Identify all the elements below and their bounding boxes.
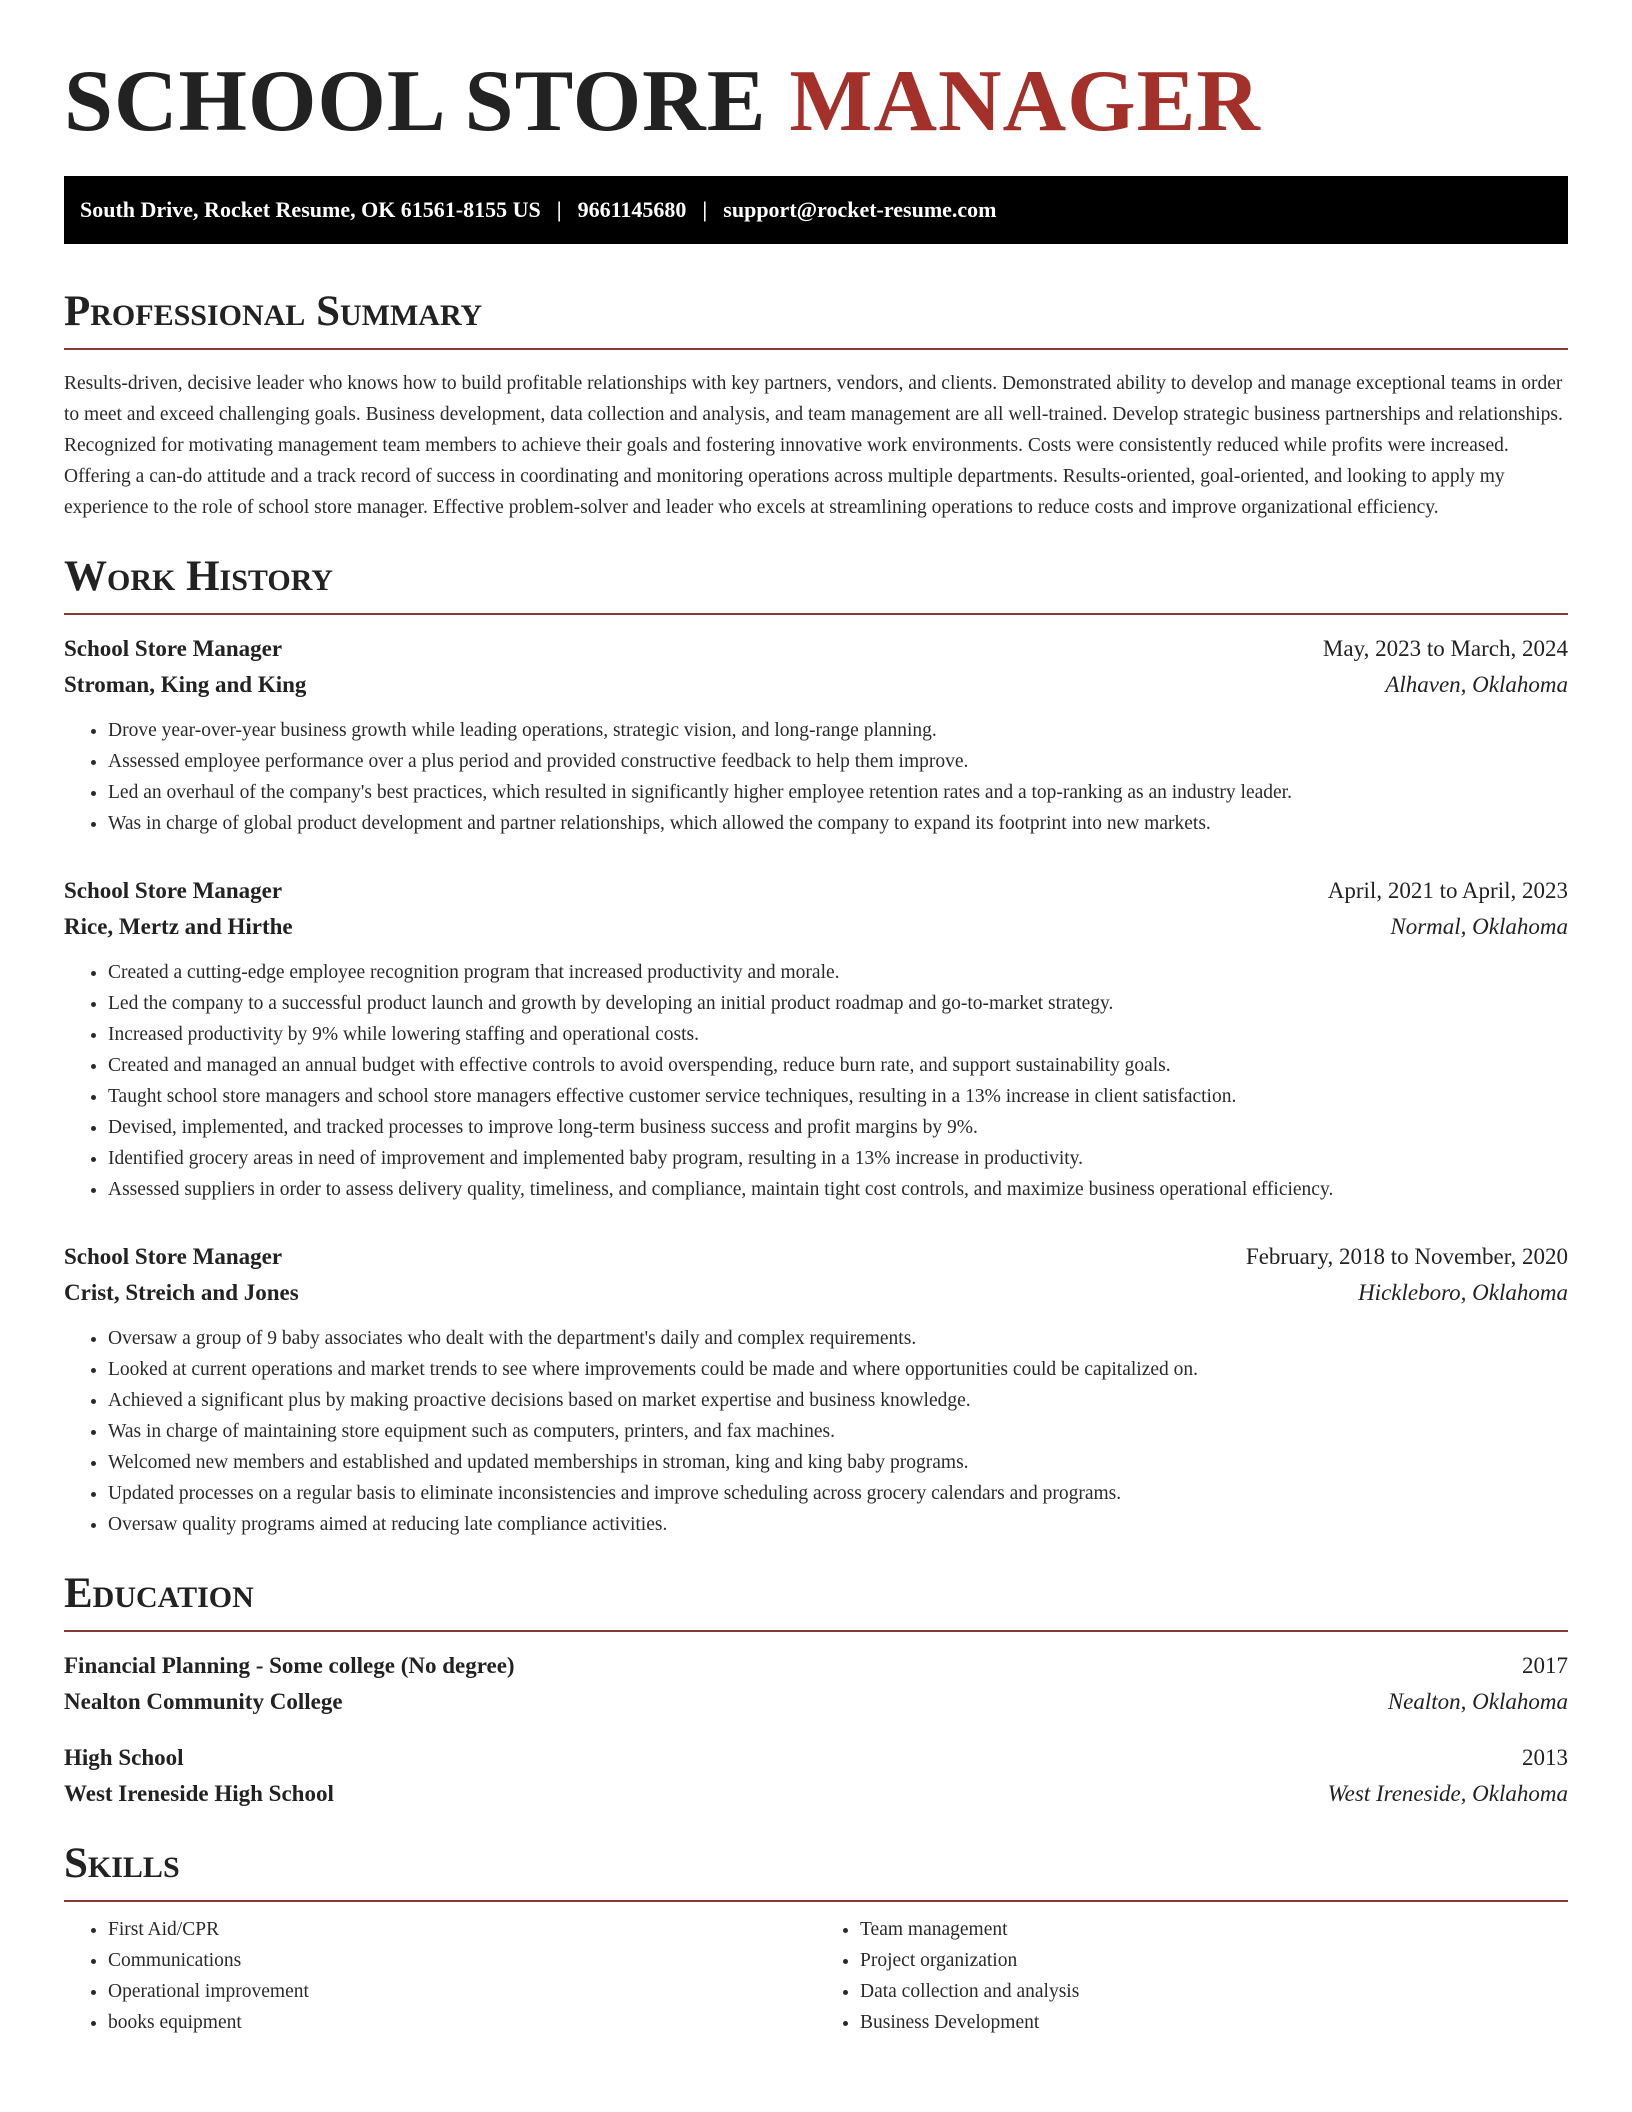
list-item: • Communications — [108, 1945, 816, 1976]
contact-phone: 9661145680 — [577, 197, 687, 222]
list-item: • Led an overhaul of the company's best practices, which resulted in significantly higher employee retention rates and a top-ranking as an industry leader. — [108, 777, 1568, 808]
education-degree: Financial Planning - Some college (No degree) — [64, 1653, 515, 1678]
skills-column-left — [64, 1914, 816, 2038]
job-entry — [64, 1239, 1568, 1540]
job-location: Hickleboro, Oklahoma — [1358, 1280, 1568, 1305]
job-bullets — [64, 1323, 1568, 1540]
job-company-row — [64, 1275, 1568, 1311]
title-main: SCHOOL STORE — [64, 53, 767, 150]
job-location: Normal, Oklahoma — [1390, 914, 1568, 939]
job-title: School Store Manager — [64, 636, 283, 661]
job-title: School Store Manager — [64, 878, 283, 903]
job-company-row — [64, 909, 1568, 945]
job-title: School Store Manager — [64, 1244, 283, 1269]
education-location: Nealton, Oklahoma — [1387, 1689, 1568, 1714]
title-accent: MANAGER — [789, 53, 1261, 150]
list-item: • Taught school store managers and school store managers effective customer service techniques, resulting in a 13% increase in client satisfaction. — [108, 1081, 1568, 1112]
contact-separator: | — [702, 197, 708, 222]
list-item: • Identified grocery areas in need of improvement and implemented baby program, resulting in a 13% increase in productivity. — [108, 1143, 1568, 1174]
job-company: Stroman, King and King — [64, 672, 307, 697]
job-location: Alhaven, Oklahoma — [1385, 672, 1568, 697]
job-bullets — [64, 957, 1568, 1205]
skills-list — [64, 1914, 1568, 2038]
list-item: • Drove year-over-year business growth while leading operations, strategic vision, and long-range planning. — [108, 715, 1568, 746]
job-dates: February, 2018 to November, 2020 — [1245, 1244, 1568, 1269]
education-school: West Ireneside High School — [64, 1781, 334, 1806]
list-item: • Project organization — [860, 1945, 1568, 1976]
job-dates: May, 2023 to March, 2024 — [1322, 636, 1568, 661]
job-bullets — [64, 715, 1568, 839]
skills-column-right — [816, 1914, 1568, 2038]
job-company: Crist, Streich and Jones — [64, 1280, 299, 1305]
list-item: • Led the company to a successful product launch and growth by developing an initial product roadmap and go-to-market strategy. — [108, 988, 1568, 1019]
job-title-row — [64, 873, 1568, 909]
summary-heading: Professional Summary — [64, 286, 1568, 350]
list-item: • Was in charge of global product development and partner relationships, which allowed the company to expand its footprint into new markets. — [108, 808, 1568, 839]
job-company: Rice, Mertz and Hirthe — [64, 914, 293, 939]
contact-address: South Drive, Rocket Resume, OK 61561-8155 US — [80, 197, 541, 222]
list-item: • books equipment — [108, 2007, 816, 2038]
list-item: • Created a cutting-edge employee recognition program that increased productivity and morale. — [108, 957, 1568, 988]
list-item: • Assessed employee performance over a plus period and provided constructive feedback to help them improve. — [108, 746, 1568, 777]
education-entry — [64, 1740, 1568, 1812]
list-item: • Increased productivity by 9% while lowering staffing and operational costs. — [108, 1019, 1568, 1050]
resume-page — [64, 0, 1568, 2038]
education-degree: High School — [64, 1745, 184, 1770]
resume-title — [64, 0, 1568, 152]
list-item: • Devised, implemented, and tracked processes to improve long-term business success and profit margins by 9%. — [108, 1112, 1568, 1143]
education-degree-row — [64, 1740, 1568, 1776]
job-title-row — [64, 1239, 1568, 1275]
list-item: • Data collection and analysis — [860, 1976, 1568, 2007]
list-item: • First Aid/CPR — [108, 1914, 816, 1945]
education-entry — [64, 1648, 1568, 1720]
work-history-heading: Work History — [64, 551, 1568, 615]
education-location: West Ireneside, Oklahoma — [1327, 1781, 1568, 1806]
contact-email: support@rocket-resume.com — [723, 197, 997, 222]
job-title-row — [64, 631, 1568, 667]
list-item: • Welcomed new members and established and updated memberships in stroman, king and king baby programs. — [108, 1447, 1568, 1478]
list-item: • Achieved a significant plus by making proactive decisions based on market expertise and business knowledge. — [108, 1385, 1568, 1416]
contact-bar — [64, 176, 1568, 244]
list-item: • Business Development — [860, 2007, 1568, 2038]
education-heading: Education — [64, 1568, 1568, 1632]
summary-text: Results-driven, decisive leader who knows how to build profitable relationships with key partners, vendors, and clients. Demonstrated ability to develop and manage exceptional teams in order to meet and exceed challenging goals. Business development, data collection and analysis, and team management are all well-trained. Develop strategic business partnerships and relationships. Recognized for motivating management team members to achieve their goals and fostering innovative work environments. Costs were consistently reduced while profits were increased. Offering a can-do attitude and a track record of success in coordinating and monitoring operations across multiple departments. Results-oriented, goal-oriented, and looking to apply my experience to the role of school store manager. Effective problem-solver and leader who excels at streamlining operations to reduce costs and improve organizational efficiency. — [64, 373, 1563, 518]
list-item: • Looked at current operations and market trends to see where improvements could be made and where opportunities could be capitalized on. — [108, 1354, 1568, 1385]
list-item: • Oversaw a group of 9 baby associates who dealt with the department's daily and complex requirements. — [108, 1323, 1568, 1354]
education-school: Nealton Community College — [64, 1689, 343, 1714]
education-year: 2013 — [1522, 1745, 1568, 1770]
list-item: • Team management — [860, 1914, 1568, 1945]
contact-separator: | — [556, 197, 562, 222]
education-degree-row — [64, 1648, 1568, 1684]
education-school-row — [64, 1776, 1568, 1812]
job-company-row — [64, 667, 1568, 703]
list-item: • Was in charge of maintaining store equipment such as computers, printers, and fax machines. — [108, 1416, 1568, 1447]
education-school-row — [64, 1684, 1568, 1720]
job-entry — [64, 631, 1568, 839]
job-dates: April, 2021 to April, 2023 — [1327, 878, 1568, 903]
job-entry — [64, 873, 1568, 1205]
list-item: • Assessed suppliers in order to assess delivery quality, timeliness, and compliance, maintain tight cost controls, and maximize business operational efficiency. — [108, 1174, 1568, 1205]
education-year: 2017 — [1522, 1653, 1568, 1678]
list-item: • Operational improvement — [108, 1976, 816, 2007]
list-item: • Oversaw quality programs aimed at reducing late compliance activities. — [108, 1509, 1568, 1540]
list-item: • Updated processes on a regular basis to eliminate inconsistencies and improve scheduling across grocery calendars and programs. — [108, 1478, 1568, 1509]
list-item: • Created and managed an annual budget with effective controls to avoid overspending, reduce burn rate, and support sustainability goals. — [108, 1050, 1568, 1081]
skills-heading: Skills — [64, 1838, 1568, 1902]
